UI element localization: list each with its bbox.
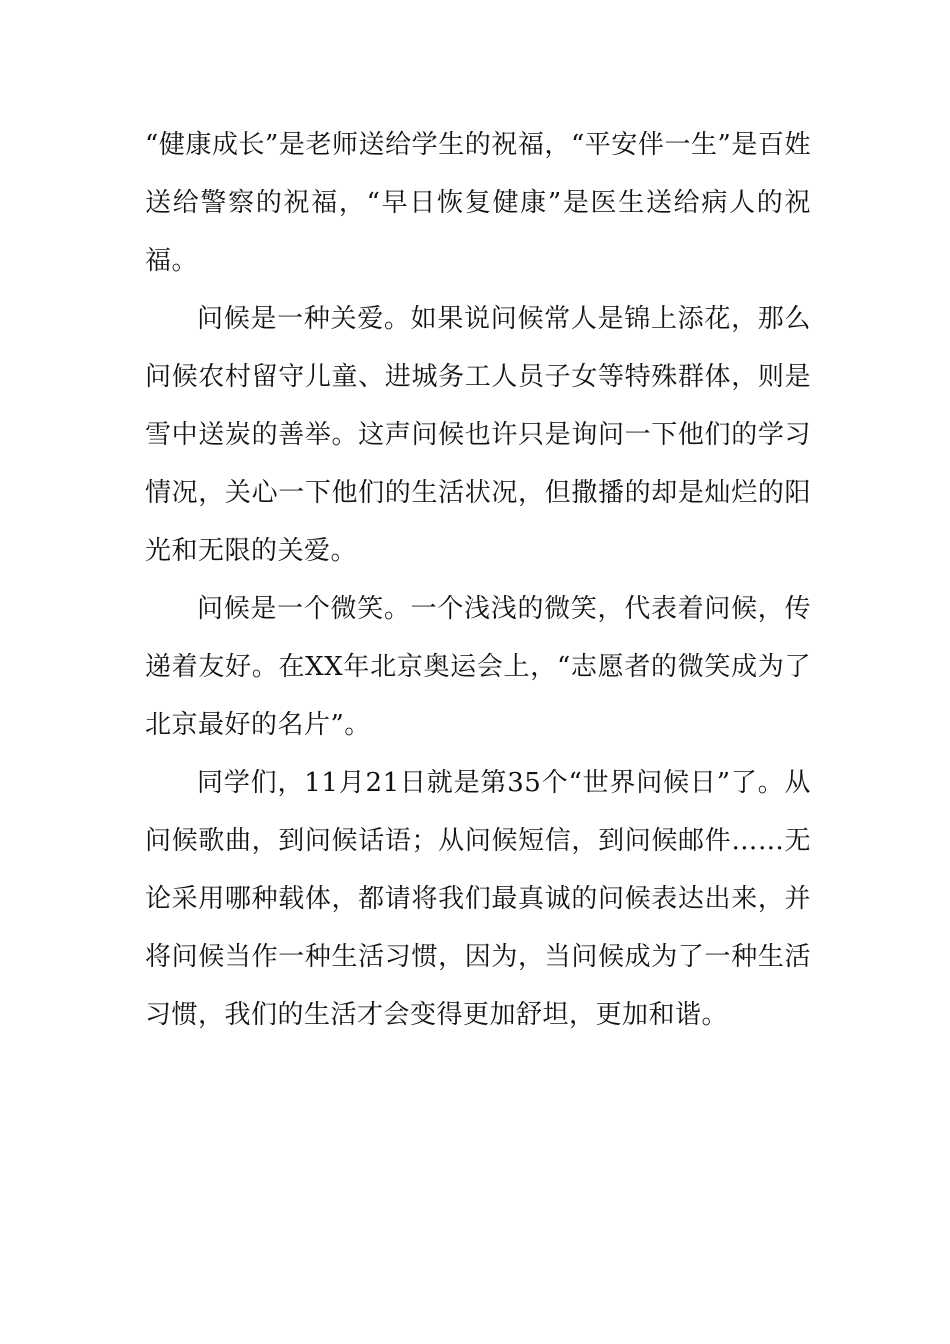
- document-body: [145, 116, 811, 1044]
- paragraph-3: 问候是一个微笑。一个浅浅的微笑，代表着问候，传递着友好。在XX年北京奥运会上，“志愿者的微笑成为了北京最好的名片”。: [145, 594, 811, 740]
- paragraph-2: 问候是一种关爱。如果说问候常人是锦上添花，那么问候农村留守儿童、进城务工人员子女等特殊群体，则是雪中送炭的善举。这声问候也许只是询问一下他们的学习情况，关心一下他们的生活状况，但撒播的却是灿烂的阳光和无限的关爱。: [145, 304, 811, 566]
- paragraph-1: “健康成长”是老师送给学生的祝福，“平安伴一生”是百姓送给警察的祝福，“早日恢复健康”是医生送给病人的祝福。: [145, 130, 811, 276]
- paragraph-4: 同学们，11月21日就是第35个“世界问候日”了。从问候歌曲，到问候话语；从问候短信，到问候邮件……无论采用哪种载体，都请将我们最真诚的问候表达出来，并将问候当作一种生活习惯，因为，当问候成为了一种生活习惯，我们的生活才会变得更加舒坦，更加和谐。: [145, 768, 811, 1030]
